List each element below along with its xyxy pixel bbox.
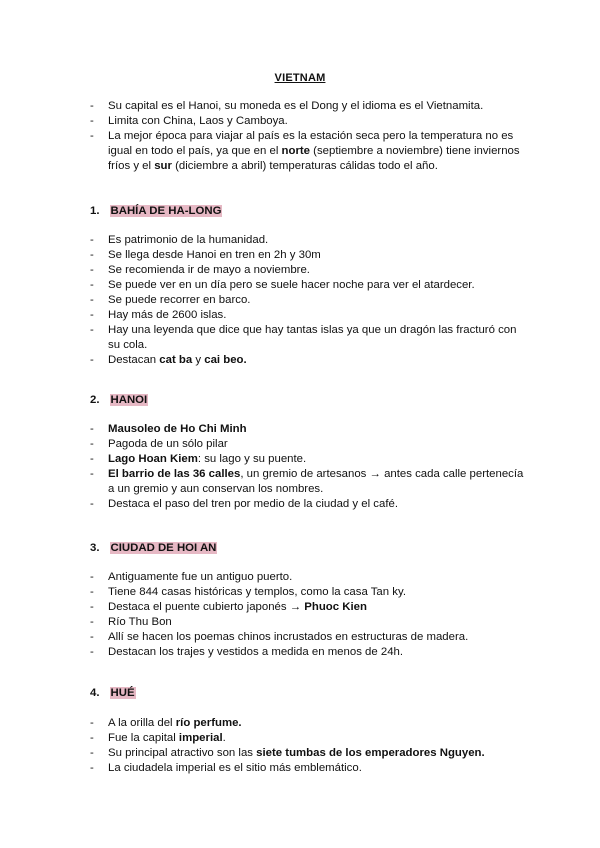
list-item [90,263,530,278]
section-list [90,422,530,512]
list-item [90,129,530,174]
text-run: Hay más de 2600 islas. [108,309,227,321]
section-heading-halong [90,204,222,219]
text-run: , un gremio de artesanos → antes cada calle pertenecía a un gremio y aun conservan los nombres. [108,468,524,495]
section-heading-hue [90,686,136,701]
list-item [90,114,530,129]
list-item [90,278,530,293]
list-item [90,615,530,630]
list-item [90,716,530,731]
list-item [90,323,530,353]
text-run: Es patrimonio de la humanidad. [108,234,269,246]
text-run: Tiene 844 casas históricas y templos, como la casa Tan ky. [108,586,406,598]
text-run: Allí se hacen los poemas chinos incrustados en estructuras de madera. [108,631,469,643]
section-body-hoian [90,570,530,660]
section-list [90,233,530,368]
list-item [90,248,530,263]
text-run: (diciembre a abril) temperaturas cálidas todo el año. [171,160,438,172]
list-item [90,422,530,437]
text-run: Se recomienda ir de mayo a noviembre. [108,264,310,276]
list-item [90,746,530,761]
list-item [90,570,530,585]
list-item [90,293,530,308]
page-title: VIETNAM [274,72,326,84]
section-title: HUÉ [110,687,135,699]
list-item [90,761,530,776]
bold-text: Mausoleo de Ho Chi Minh [108,423,247,435]
bold-text: río perfume. [175,717,242,729]
text-run: Se puede recorrer en barco. [108,294,251,306]
list-item [90,353,530,368]
section-number: 1. [90,205,100,217]
text-run: Pagoda de un sólo pilar [108,438,228,450]
list-item [90,585,530,600]
bold-text: cai beo. [204,354,247,366]
bold-text: Phuoc Kien [304,601,367,613]
bold-text: El barrio de las 36 calles [108,468,241,480]
list-item [90,99,530,114]
bold-text: norte [281,145,311,157]
text-run: : su lago y su puente. [197,453,307,465]
text-run: (septiembre a noviembre) tiene inviernos fríos y el [108,145,520,172]
section-list [90,716,530,776]
list-item [90,467,530,497]
text-run: Destacan los trajes y vestidos a medida en menos de 24h. [108,646,404,658]
bold-text: Lago Hoan Kiem [108,453,198,465]
text-run: Hay una leyenda que dice que hay tantas islas ya que un dragón las fracturó con su cola. [108,324,517,351]
text-run: Río Thu Bon [108,616,172,628]
text-run: Antiguamente fue un antiguo puerto. [108,571,293,583]
section-number: 4. [90,687,100,699]
intro-block [90,99,530,174]
list-item [90,645,530,660]
list-item [90,630,530,645]
section-heading-hoian [90,541,217,556]
text-run: Su capital es el Hanoi, su moneda es el Dong y el idioma es el Vietnamita. [108,100,484,112]
section-title: CIUDAD DE HOI AN [110,542,217,554]
section-heading-hanoi [90,393,148,408]
section-body-hue [90,716,530,776]
text-run: Fue la capital [108,732,179,744]
section-number: 2. [90,394,100,406]
section-body-halong [90,233,530,368]
text-run: Se puede ver en un día pero se suele hacer noche para ver el atardecer. [108,279,475,291]
section-number: 3. [90,542,100,554]
bold-text: cat ba [159,354,193,366]
section-body-hanoi [90,422,530,512]
text-run: Limita con China, Laos y Camboya. [108,115,288,127]
bold-text: imperial [178,732,223,744]
list-item [90,233,530,248]
list-item [90,600,530,615]
list-item [90,731,530,746]
section-title: BAHÍA DE HA-LONG [110,205,222,217]
list-item [90,452,530,467]
text-run: A la orilla del [108,717,176,729]
list-item [90,437,530,452]
text-run: . [222,732,226,744]
text-run: La mejor época para viajar al país es la estación seca pero la temperatura no es igual en todo el país, ya que en el [108,130,514,157]
text-run: Destacan [108,354,160,366]
intro-list [90,99,530,174]
text-run: Destaca el puente cubierto japonés → [108,601,305,613]
text-run: La ciudadela imperial es el sitio más emblemático. [108,762,362,774]
text-run: Se llega desde Hanoi en tren en 2h y 30m [108,249,321,261]
list-item [90,308,530,323]
bold-text: sur [154,160,172,172]
section-list [90,570,530,660]
list-item [90,497,530,512]
text-run: y [192,354,205,366]
bold-text: siete tumbas de los emperadores Nguyen. [256,747,485,759]
section-title: HANOI [110,394,148,406]
text-run: Su principal atractivo son las [108,747,257,759]
text-run: Destaca el paso del tren por medio de la ciudad y el café. [108,498,398,510]
